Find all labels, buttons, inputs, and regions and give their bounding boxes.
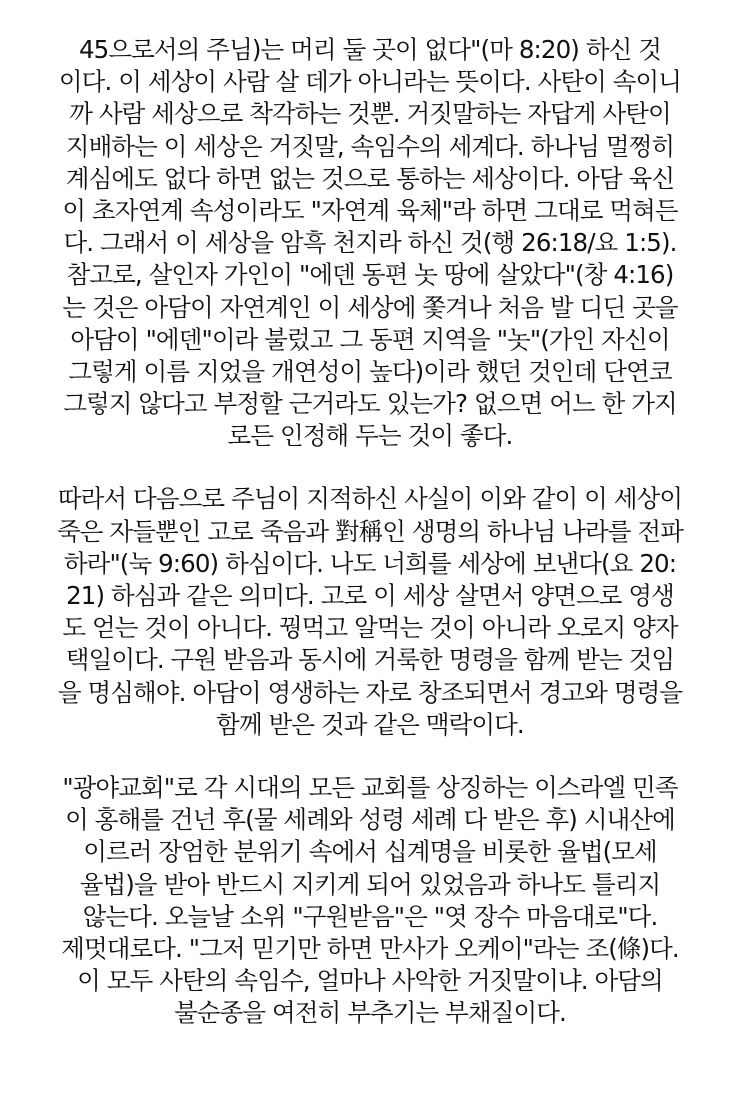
text-line: 그렇게 이름 지었을 개연성이 높다)이라 했던 것인데 단연코 <box>68 356 672 386</box>
text-line: 다. 그래서 이 세상을 암흑 천지라 하신 것(행 26:18/요 1:5). <box>63 228 677 258</box>
text-line: 는 것은 아담이 자연계인 이 세상에 쫓겨나 처음 발 디딘 곳을 <box>62 292 678 322</box>
text-line: 21) 하심과 같은 의미다. 고로 이 세상 살면서 양면으로 영생 <box>66 581 674 610</box>
text-line: 택일이다. 구원 받음과 동시에 거룩한 명령을 함께 받는 것임 <box>65 645 675 675</box>
text-line: 죽은 자들뿐인 고로 죽음과 對稱인 생명의 하나님 나라를 전파 <box>57 516 683 546</box>
text-line: 계심에도 없다 하면 없는 것으로 통하는 세상이다. 아담 육신 <box>65 163 675 193</box>
paragraph-1 <box>14 34 726 452</box>
text-line: 불순종을 여전히 부추기는 부채질이다. <box>174 998 566 1028</box>
text-line: 을 명심해야. 아담이 영생하는 자로 창조되면서 경고와 명령을 <box>57 677 683 707</box>
text-line: 따라서 다음으로 주님이 지적하신 사실이 이와 같이 이 세상이 <box>57 484 683 514</box>
text-line: 아담이 "에덴"이라 불렀고 그 동편 지역을 "놋"(가인 자신이 <box>70 324 670 354</box>
text-line: 하라"(눅 9:60) 하심이다. 나도 너희를 세상에 보낸다(요 20: <box>63 548 677 578</box>
text-line: 율법)을 받아 반드시 지키게 되어 있었음과 하나도 틀리지 <box>79 869 661 899</box>
text-line: 지배하는 이 세상은 거짓말, 속임수의 세계다. 하나님 멀쩡히 <box>65 131 675 161</box>
text-line: 함께 받은 것과 같은 맥락이다. <box>216 709 524 739</box>
text-line: 이르러 장엄한 분위기 속에서 십계명을 비롯한 율법(모세 <box>83 837 657 867</box>
text-line: 이 모두 사탄의 속임수, 얼마나 사악한 거짓말이냐. 아담의 <box>77 966 663 996</box>
text-line: 45으로서의 주님)는 머리 둘 곳이 없다"(마 8:20) 하신 것 <box>78 35 662 64</box>
text-line: 도 얻는 것이 아니다. 꿩먹고 알먹는 것이 아니라 오로지 양자 <box>62 613 678 643</box>
text-line: 로든 인정해 두는 것이 좋다. <box>227 421 513 451</box>
text-line: 이 초자연계 속성이라도 "자연계 육체"라 하면 그대로 먹혀든 <box>62 195 678 225</box>
text-line: "광야교회"로 각 시대의 모든 교회를 상징하는 이스라엘 민족 <box>62 772 678 802</box>
text-line: 그렇지 않다고 부정할 근거라도 있는가? 없으면 어느 한 가지 <box>63 389 677 419</box>
paragraph-2 <box>14 483 726 741</box>
text-line: 이 홍해를 건넌 후(물 세례와 성령 세례 다 받은 후) 시내산에 <box>65 805 675 835</box>
text-line: 않는다. 오늘날 소위 "구원받음"은 "엿 장수 마음대로"다. <box>82 901 658 931</box>
text-line: 이다. 이 세상이 사람 살 데가 아니라는 뜻이다. 사탄이 속이니 <box>58 67 682 97</box>
text-line: 제멋대로다. "그저 믿기만 하면 만사가 오케이"라는 조(條)다. <box>61 933 679 963</box>
text-line: 까 사람 세상으로 착각하는 것뿐. 거짓말하는 자답게 사탄이 <box>69 99 671 129</box>
text-line: 참고로, 살인자 가인이 "에덴 동편 놋 땅에 살았다"(창 4:16) <box>66 260 674 290</box>
paragraph-3 <box>14 772 726 1030</box>
